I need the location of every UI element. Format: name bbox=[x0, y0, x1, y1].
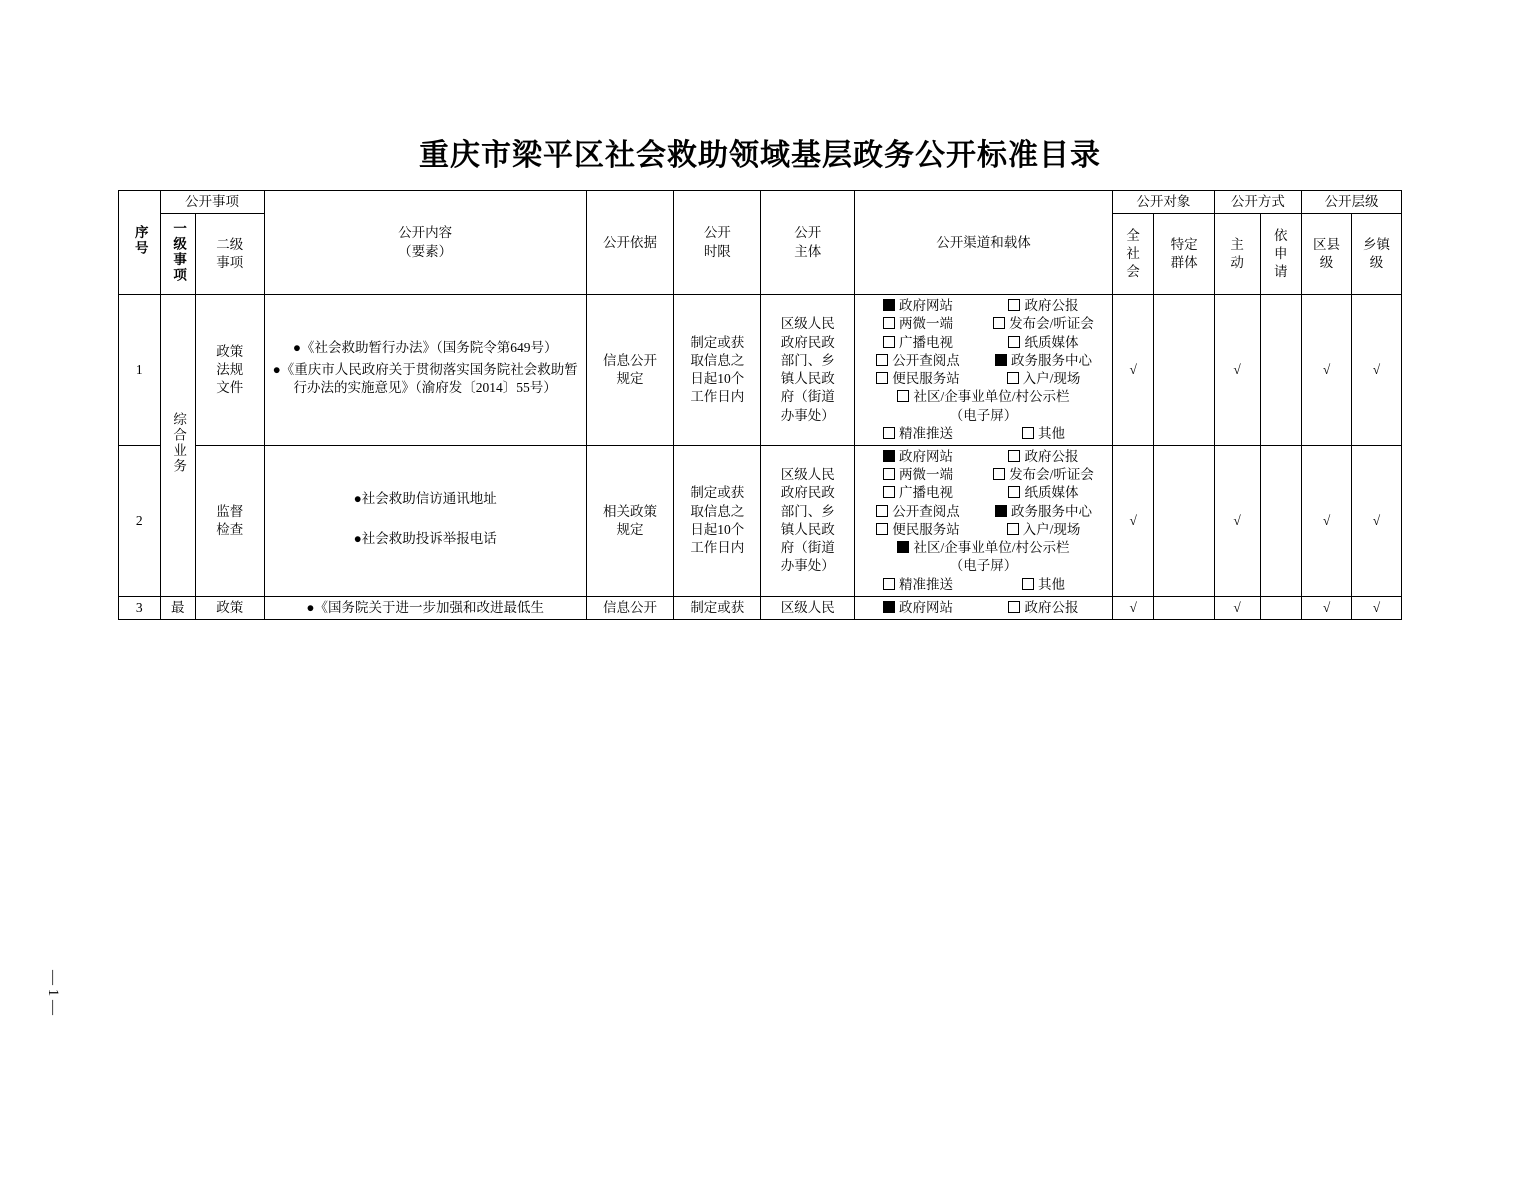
cell-active: √ bbox=[1214, 596, 1260, 619]
checkbox-other[interactable] bbox=[1022, 427, 1034, 439]
header-channel: 公开渠道和载体 bbox=[855, 191, 1113, 295]
cell-level1-group: 综合业务 bbox=[160, 295, 195, 597]
standard-catalog-table bbox=[118, 190, 1402, 620]
cell-township: √ bbox=[1351, 596, 1401, 619]
checkbox-public-reading-point[interactable] bbox=[876, 354, 888, 366]
cell-specific-group bbox=[1154, 596, 1214, 619]
checkbox-door-to-door[interactable] bbox=[1007, 523, 1019, 535]
header-content: 公开内容 （要素） bbox=[264, 191, 586, 295]
cell-level2: 政策 bbox=[195, 596, 264, 619]
checkbox-other[interactable] bbox=[1022, 578, 1034, 590]
checkbox-convenience-station[interactable] bbox=[876, 523, 888, 535]
cell-time-limit: 制定或获 取信息之 日起10个 工作日内 bbox=[674, 445, 761, 596]
cell-township: √ bbox=[1351, 445, 1401, 596]
checkbox-precise-push[interactable] bbox=[883, 578, 895, 590]
checkbox-paper-media[interactable] bbox=[1008, 336, 1020, 348]
cell-content: ●社会救助信访通讯地址 ●社会救助投诉举报电话 bbox=[264, 445, 586, 596]
checkbox-two-micro-one-end[interactable] bbox=[883, 468, 895, 480]
header-public-matters: 公开事项 bbox=[160, 191, 264, 214]
header-seq: 序号 bbox=[119, 191, 161, 295]
header-township: 乡镇 级 bbox=[1351, 214, 1401, 295]
header-specific-group: 特定 群体 bbox=[1154, 214, 1214, 295]
table-row bbox=[119, 445, 1402, 596]
checkbox-gov-website[interactable] bbox=[883, 450, 895, 462]
checkbox-gov-service-center[interactable] bbox=[995, 354, 1007, 366]
cell-channels: 政府网站 政府公报 两微一端 发布会/听证会 广播电视 纸质媒体 公开查阅点 政务服务中心 便民服务站 入户/现场 社区/企事业单位/村公示栏 （电子屏） 精准推送 其他 bbox=[855, 445, 1113, 596]
table-header-group-row bbox=[119, 191, 1402, 214]
cell-specific-group bbox=[1154, 295, 1214, 446]
cell-seq: 1 bbox=[119, 295, 161, 446]
cell-all-society: √ bbox=[1112, 295, 1154, 446]
cell-content: ●《国务院关于进一步加强和改进最低生 bbox=[264, 596, 586, 619]
table-row bbox=[119, 596, 1402, 619]
cell-on-request bbox=[1260, 596, 1302, 619]
header-all-society: 全 社 会 bbox=[1112, 214, 1154, 295]
checkbox-precise-push[interactable] bbox=[883, 427, 895, 439]
cell-all-society: √ bbox=[1112, 445, 1154, 596]
checkbox-community-bulletin[interactable] bbox=[897, 390, 909, 402]
header-district: 区县 级 bbox=[1302, 214, 1352, 295]
cell-on-request bbox=[1260, 445, 1302, 596]
header-time-limit: 公开 时限 bbox=[674, 191, 761, 295]
cell-district: √ bbox=[1302, 295, 1352, 446]
header-public-level: 公开层级 bbox=[1302, 191, 1402, 214]
checkbox-broadcast-tv[interactable] bbox=[883, 486, 895, 498]
checkbox-gov-website[interactable] bbox=[883, 299, 895, 311]
header-on-request: 依 申 请 bbox=[1260, 214, 1302, 295]
cell-basis: 信息公开 规定 bbox=[586, 295, 673, 446]
checkbox-gov-gazette[interactable] bbox=[1008, 450, 1020, 462]
cell-channels: 政府网站 政府公报 bbox=[855, 596, 1113, 619]
cell-subject: 区级人民 政府民政 部门、乡 镇人民政 府（街道 办事处） bbox=[761, 295, 855, 446]
checkbox-gov-gazette[interactable] bbox=[1008, 299, 1020, 311]
header-basis: 公开依据 bbox=[586, 191, 673, 295]
header-level2: 二级 事项 bbox=[195, 214, 264, 295]
cell-basis: 相关政策 规定 bbox=[586, 445, 673, 596]
cell-active: √ bbox=[1214, 295, 1260, 446]
checkbox-public-reading-point[interactable] bbox=[876, 505, 888, 517]
cell-on-request bbox=[1260, 295, 1302, 446]
checkbox-press-conference[interactable] bbox=[993, 317, 1005, 329]
checkbox-gov-website[interactable] bbox=[883, 601, 895, 613]
cell-level2: 政策 法规 文件 bbox=[195, 295, 264, 446]
header-active: 主 动 bbox=[1214, 214, 1260, 295]
cell-level1-group: 最 bbox=[160, 596, 195, 619]
cell-subject: 区级人民 bbox=[761, 596, 855, 619]
table-row bbox=[119, 295, 1402, 446]
document-page bbox=[0, 130, 1520, 1204]
cell-time-limit: 制定或获 bbox=[674, 596, 761, 619]
header-public-method: 公开方式 bbox=[1214, 191, 1301, 214]
cell-district: √ bbox=[1302, 596, 1352, 619]
checkbox-door-to-door[interactable] bbox=[1007, 372, 1019, 384]
cell-township: √ bbox=[1351, 295, 1401, 446]
checkbox-paper-media[interactable] bbox=[1008, 486, 1020, 498]
header-public-object: 公开对象 bbox=[1112, 191, 1214, 214]
cell-channels: 政府网站 政府公报 两微一端 发布会/听证会 广播电视 纸质媒体 公开查阅点 政务服务中心 便民服务站 入户/现场 社区/企事业单位/村公示栏 （电子屏） 精准推送 其他 bbox=[855, 295, 1113, 446]
checkbox-community-bulletin[interactable] bbox=[897, 541, 909, 553]
cell-subject: 区级人民 政府民政 部门、乡 镇人民政 府（街道 办事处） bbox=[761, 445, 855, 596]
cell-level2: 监督 检查 bbox=[195, 445, 264, 596]
header-level1: 一级事项 bbox=[160, 214, 195, 295]
header-subject: 公开 主体 bbox=[761, 191, 855, 295]
cell-seq: 2 bbox=[119, 445, 161, 596]
cell-active: √ bbox=[1214, 445, 1260, 596]
checkbox-broadcast-tv[interactable] bbox=[883, 336, 895, 348]
cell-time-limit: 制定或获 取信息之 日起10个 工作日内 bbox=[674, 295, 761, 446]
page-title: 重庆市梁平区社会救助领域基层政务公开标准目录 bbox=[419, 139, 1101, 172]
cell-district: √ bbox=[1302, 445, 1352, 596]
checkbox-gov-service-center[interactable] bbox=[995, 505, 1007, 517]
checkbox-gov-gazette[interactable] bbox=[1008, 601, 1020, 613]
cell-basis: 信息公开 bbox=[586, 596, 673, 619]
cell-seq: 3 bbox=[119, 596, 161, 619]
cell-all-society: √ bbox=[1112, 596, 1154, 619]
cell-specific-group bbox=[1154, 445, 1214, 596]
checkbox-two-micro-one-end[interactable] bbox=[883, 317, 895, 329]
checkbox-convenience-station[interactable] bbox=[876, 372, 888, 384]
checkbox-press-conference[interactable] bbox=[993, 468, 1005, 480]
page-number: — 1 — bbox=[45, 970, 61, 1015]
cell-content: ●《社会救助暂行办法》（国务院令第649号） ●《重庆市人民政府关于贯彻落实国务院社会救助暂行办法的实施意见》（渝府发〔2014〕55号） bbox=[264, 295, 586, 446]
